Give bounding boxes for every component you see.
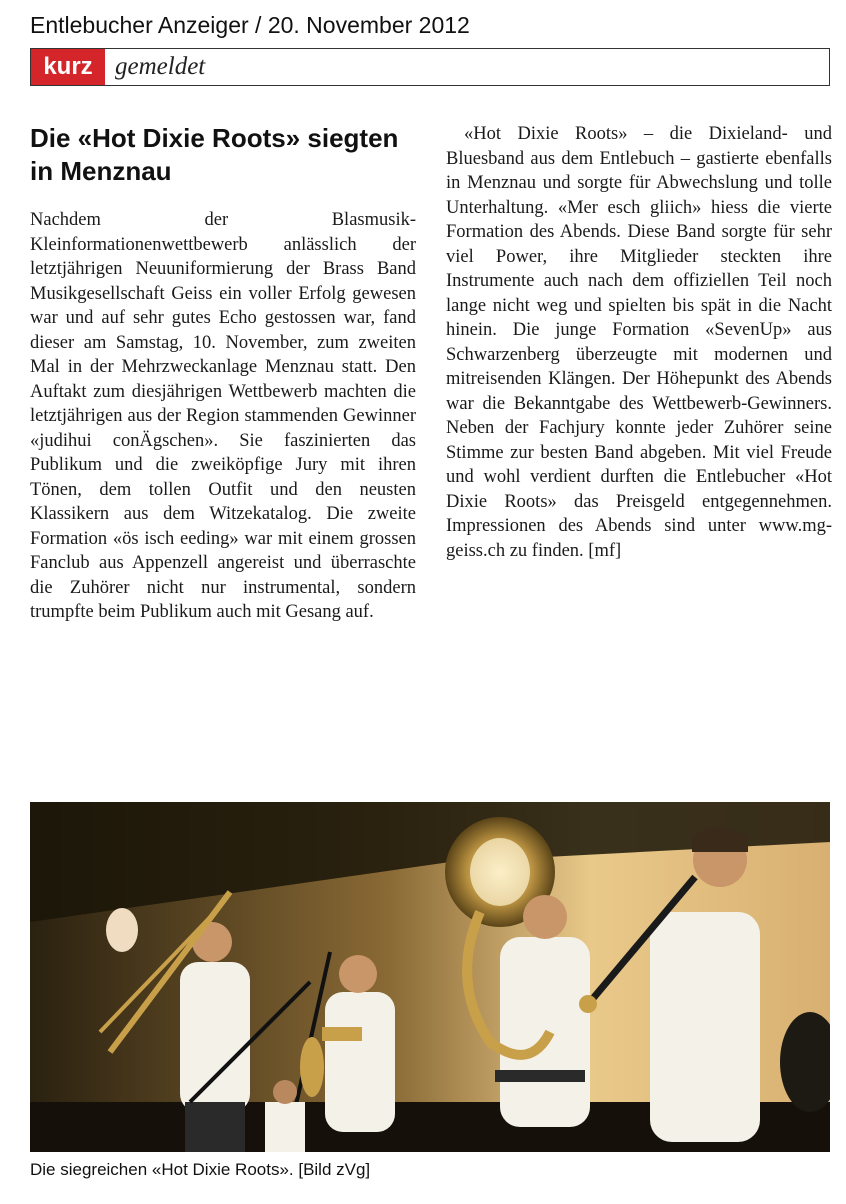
article-column-right [446, 122, 832, 563]
article-paragraph-1: Nachdem der Blasmusik-Kleinformationenwettbewerb anlässlich der letztjährigen Neuuniformierung der Brass Band Musikgesellschaft Geiss ein voller Erfolg gewesen war und auf sehr gutes Echo gestossen war, fand dieser am Samstag, 10. November, zum zweiten Mal in der Mehrzweckanlage Menznau statt. Den Auftakt zum diesjährigen Wettbewerb machten die letztjährigen aus der Region stammenden Gewinner «judihui conÄgschen». Sie faszinierten das Publikum und die zweiköpfige Jury mit ihren Tönen, dem tollen Outfit und den neusten Klassikern aus dem Witzekatalog. Die zweite Formation «ös isch eeding» war mit einem grossen Fanclub aus Appenzell angereist und überraschte die Zuhörer nicht nur instrumental, sondern trumpfte beim Publikum auch mit Gesang auf. [30, 210, 416, 622]
band-photo [30, 802, 830, 1152]
rubric-label: gemeldet [115, 53, 206, 80]
newspaper-source-line: Entlebucher Anzeiger / 20. November 2012 [30, 12, 470, 38]
article-headline: Die «Hot Dixie Roots» siegten in Menznau [30, 123, 399, 186]
rubric-bar [30, 48, 830, 86]
article-paragraph-2: «Hot Dixie Roots» – die Dixieland- und Bluesband aus dem Entlebuch – gastierte ebenfalls in Menznau und sorgte für Abwechslung und tolle Unterhaltung. «Mer esch gliich» hiess die vierte Formation des Abends. Diese Band sorgte für sehr viel Power, ihre Mitglieder steckten ihre Instrumente auch nach dem offiziellen Teil noch lange nicht weg und spielten bis spät in die Nacht hinein. Die junge Formation «SevenUp» aus Schwarzenberg überzeugte mit modernen und mitreisenden Klängen. Der Höhepunkt des Abends war die Bekanntgabe des Wettbewerb-Gewinners. Neben der Fachjury konnte jeder Zuhörer seine Stimme zur besten Band abgeben. Mit viel Freude und wohl verdient durften die Entlebucher «Hot Dixie Roots» das Preisgeld entgegennehmen. Impressionen des Abends sind unter www.mg-geiss.ch zu finden. [mf] [446, 124, 832, 561]
rubric-tag: kurz [31, 49, 105, 85]
photo-caption: Die siegreichen «Hot Dixie Roots». [Bild zVg] [30, 1160, 371, 1179]
band-photo-illustration [30, 802, 830, 1152]
article-column-left [30, 208, 416, 625]
